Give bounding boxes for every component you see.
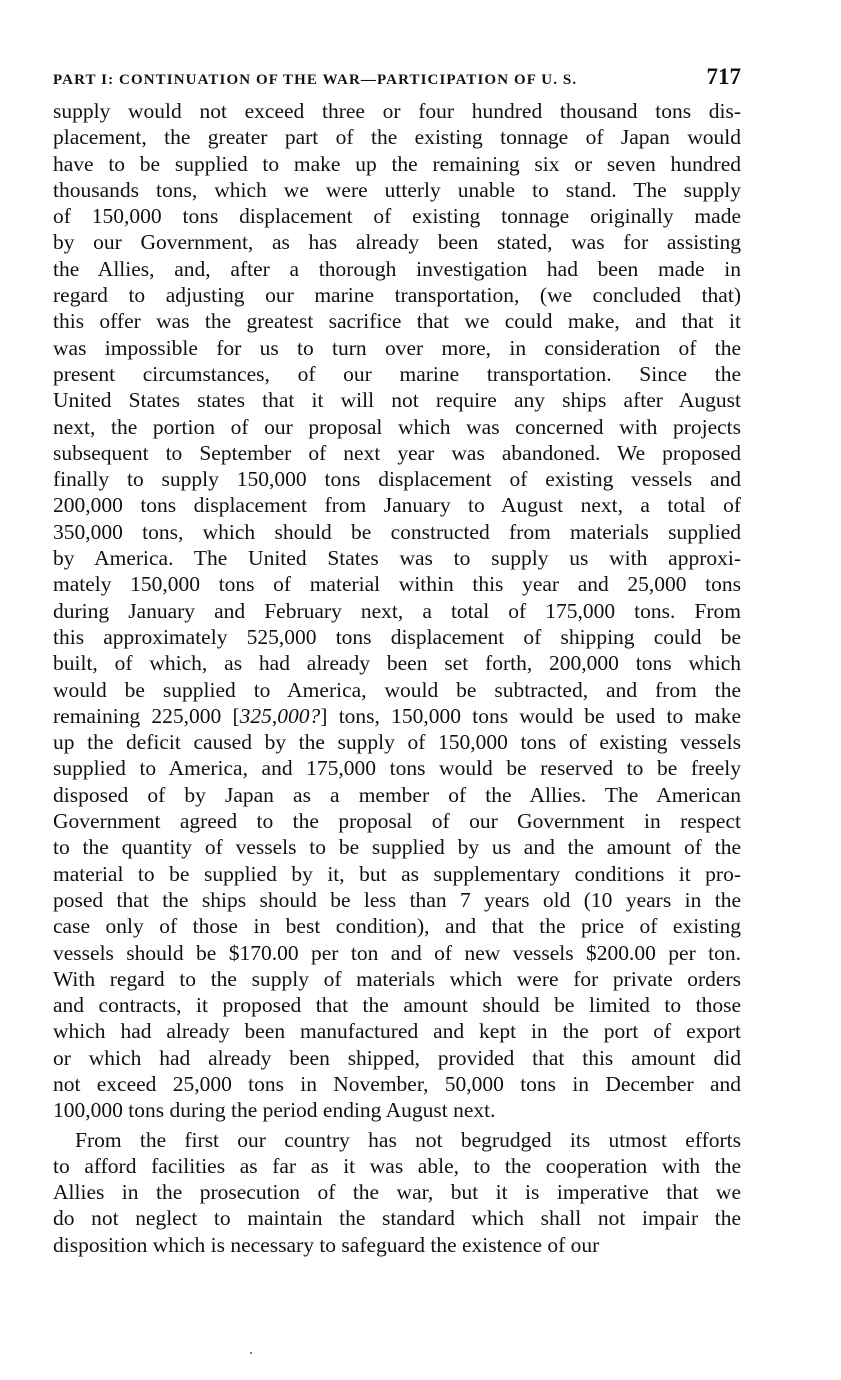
text-line: by America. The United States was to supply us with approxi- — [53, 546, 741, 571]
text-line: to afford facilities as far as it was able, to the cooperation with the — [53, 1153, 741, 1178]
text-line: Government agreed to the proposal of our Government in respect — [53, 809, 741, 834]
text-line: subsequent to September of next year was abandoned. We proposed — [53, 440, 741, 465]
text-line: regard to adjusting our marine transportation, (we concluded that) — [53, 283, 741, 308]
body-text — [53, 98, 741, 1258]
text-line: supply would not exceed three or four hundred thousand tons dis- — [53, 99, 741, 123]
text-line: placement, the greater part of the existing tonnage of Japan would — [53, 125, 741, 150]
text-line: or which had already been shipped, provided that this amount did — [53, 1045, 741, 1070]
print-speck — [250, 1352, 252, 1354]
text-line: With regard to the supply of materials which were for private orders — [53, 966, 741, 991]
text-line: material to be supplied by it, but as supplementary conditions it pro- — [53, 861, 741, 886]
text-line: to the quantity of vessels to be supplied by us and the amount of the — [53, 835, 741, 860]
book-page — [53, 64, 741, 1258]
text-line: would be supplied to America, would be subtracted, and from the — [53, 677, 741, 702]
text-line: this approximately 525,000 tons displacement of shipping could be — [53, 624, 741, 649]
text-line: United States states that it will not require any ships after August — [53, 388, 741, 413]
text-line: next, the portion of our proposal which was concerned with projects — [53, 414, 741, 439]
text-line: remaining 225,000 [325,000?] tons, 150,000 tons would be used to make — [53, 703, 741, 728]
running-head — [53, 64, 741, 98]
text-line: thousands tons, which we were utterly unable to stand. The supply — [53, 177, 741, 202]
paragraph — [53, 98, 741, 1124]
paragraph — [53, 1127, 741, 1258]
page-number: 717 — [706, 64, 741, 89]
text-line: built, of which, as had already been set forth, 200,000 tons which — [53, 651, 741, 676]
text-line: vessels should be $170.00 per ton and of new vessels $200.00 per ton. — [53, 940, 741, 965]
text-line: 350,000 tons, which should be constructed from materials supplied — [53, 519, 741, 544]
text-line: mately 150,000 tons of material within this year and 25,000 tons — [53, 572, 741, 597]
text-line: case only of those in best condition), and that the price of existing — [53, 914, 741, 939]
text-line: not exceed 25,000 tons in November, 50,000 tons in December and — [53, 1071, 741, 1096]
editorial-insertion: 325,000? — [239, 703, 321, 728]
running-head-title: PART I: CONTINUATION OF THE WAR—PARTICIPATION OF U. S. — [53, 72, 578, 88]
text-line: which had already been manufactured and kept in the port of export — [53, 1019, 741, 1044]
text-line: by our Government, as has already been stated, was for assisting — [53, 230, 741, 255]
text-line: have to be supplied to make up the remaining six or seven hundred — [53, 151, 741, 176]
text-line: the Allies, and, after a thorough investigation had been made in — [53, 256, 741, 281]
text-line: 200,000 tons displacement from January to August next, a total of — [53, 493, 741, 518]
text-line: disposition which is necessary to safeguard the existence of our — [53, 1232, 600, 1257]
text-line: of 150,000 tons displacement of existing tonnage originally made — [53, 204, 741, 229]
text-line: present circumstances, of our marine transportation. Since the — [53, 361, 741, 386]
text-line: disposed of by Japan as a member of the Allies. The American — [53, 782, 741, 807]
text-line: up the deficit caused by the supply of 150,000 tons of existing vessels — [53, 730, 741, 755]
text-line: Allies in the prosecution of the war, but it is imperative that we — [53, 1180, 741, 1205]
text-line: posed that the ships should be less than 7 years old (10 years in the — [53, 887, 741, 912]
text-line: From the first our country has not begrudged its utmost efforts — [75, 1127, 741, 1152]
text-line: and contracts, it proposed that the amount should be limited to those — [53, 993, 741, 1018]
text-line: 100,000 tons during the period ending August next. — [53, 1098, 496, 1123]
text-line: during January and February next, a total of 175,000 tons. From — [53, 598, 741, 623]
text-line: supplied to America, and 175,000 tons would be reserved to be freely — [53, 756, 741, 781]
text-line: finally to supply 150,000 tons displacement of existing vessels and — [53, 467, 741, 492]
text-line: this offer was the greatest sacrifice that we could make, and that it — [53, 309, 741, 334]
text-line: was impossible for us to turn over more, in consideration of the — [53, 335, 741, 360]
text-line: do not neglect to maintain the standard which shall not impair the — [53, 1206, 741, 1231]
